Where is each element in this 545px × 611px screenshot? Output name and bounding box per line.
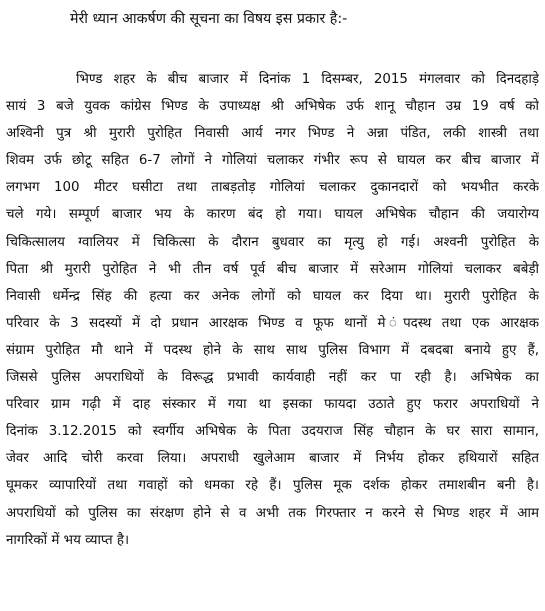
body-line: सायं 3 बजे युवक कांग्रेस भिण्ड के उपाध्यक्ष श्री अभिषेक उर्फ शानू चौहान उम्र 19 वर्ष को — [6, 99, 539, 115]
body-line: पिता श्री मुरारी पुरोहित ने भी तीन वर्ष पूर्व बीच बाजार में सरेआम गोलियां चलाकर बबेड़ी — [6, 261, 539, 277]
body-line: चले गये। सम्पूर्ण बाजार भय के कारण बंद हो गया। घायल अभिषेक चौहान की जयारोग्य — [6, 207, 539, 223]
body-line: शिवम उर्फ छोटू सहित 6-7 लोगों ने गोलियां चलाकर गंभीर रूप से घायल कर बीच बाजार में — [6, 153, 539, 169]
body-line: जेवर आदि चोरी करवा लिया। अपराधी खुलेआम बाजार में निर्भय होकर हथियारों सहित — [6, 451, 539, 467]
body-line: नागरिकों में भय व्याप्त है। — [6, 532, 130, 548]
body-line: घूमकर व्यापारियों तथा गवाहों को धमका रहे हैं। पुलिस मूक दर्शक होकर तमाशबीन बनी है। — [6, 478, 539, 494]
subject-heading: मेरी ध्यान आकर्षण की सूचना का विषय इस प्रकार है:- — [70, 11, 348, 27]
body-line: संग्राम पुरोहित मौ थाने में पदस्थ होने के साथ साथ पुलिस विभाग में दबदबा बनाये हुए हैं, — [6, 342, 539, 358]
body-line: परिवार ग्राम गढ़ी में दाह संस्कार में गया था इसका फायदा उठाते हुए फरार अपराधियों ने — [6, 397, 539, 413]
body-line: चिकित्सालय ग्वालियर में चिकित्सा के दौरान बुधवार का मृत्यु हो गई। अश्वनी पुरोहित के — [6, 234, 539, 250]
body-line: अपराधियों को पुलिस का संरक्षण होने से व अभी तक गिरफ्तार न करने से भिण्ड शहर में आम — [6, 505, 539, 521]
body-line: लगभग 100 मीटर घसीटा तथा ताबड़तोड़ गोलियां चलाकर दुकानदारों को भयभीत करके — [6, 180, 539, 196]
body-line: जिससे पुलिस अपराधियों के विरूद्ध प्रभावी कार्यवाही नहीं कर पा रही है। अभिषेक का — [6, 370, 539, 386]
body-line: अश्विनी पुत्र श्री मुरारी पुरोहित निवासी आर्य नगर भिण्ड ने अन्ना पंडित, लकी शास्त्री तथा — [6, 126, 539, 142]
body-line: परिवार के 3 सदस्यों में दो प्रधान आरक्षक भिण्ड व फूफ थानों मे ंपदस्थ तथा एक आरक्षक — [6, 315, 539, 331]
body-line: भिण्ड शहर के बीच बाजार में दिनांक 1 दिसम्बर, 2015 मंगलवार को दिनदहाड़े — [76, 72, 539, 87]
body-paragraph — [6, 66, 539, 554]
body-line: दिनांक 3.12.2015 को स्वर्गीय अभिषेक के पिता उदयराज सिंह चौहान के घर सारा सामान, — [6, 424, 539, 440]
body-line: निवासी धर्मेन्द्र सिंह की हत्या कर अनेक लोगों को घायल कर दिया था। मुरारी पुरोहित के — [6, 288, 539, 304]
